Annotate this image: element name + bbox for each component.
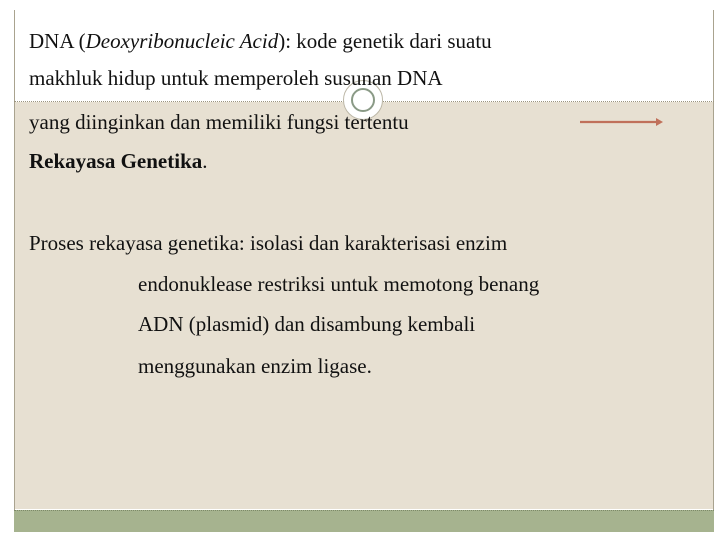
dna-full-name: Deoxyribonucleic Acid [85, 29, 279, 53]
paragraph1-line3: yang diinginkan dan memiliki fungsi tertentu [29, 110, 409, 134]
paragraph2-line3: ADN (plasmid) dan disambung kembali [138, 312, 476, 336]
paragraph1-line4 [29, 146, 208, 177]
rekayasa-genetika-term: Rekayasa Genetika [29, 149, 203, 173]
paragraph1-line2: makhluk hidup untuk memperoleh susunan DNA [29, 66, 443, 90]
footer-divider [14, 510, 714, 511]
dna-prefix: DNA ( [29, 29, 86, 53]
paragraph2-line4: menggunakan enzim ligase. [138, 354, 372, 378]
frame-left-line [14, 10, 15, 510]
dna-definition-start: ): kode genetik dari suatu [278, 29, 492, 53]
period: . [202, 149, 208, 173]
paragraph2-line2: endonuklease restriksi untuk memotong benang [138, 272, 540, 296]
paragraph2-line1: Proses rekayasa genetika: isolasi dan karakterisasi enzim [29, 231, 508, 255]
frame-right-line [713, 10, 714, 510]
paragraph1-line1 [29, 26, 492, 57]
right-arrow-icon [578, 115, 664, 129]
footer-band [14, 510, 714, 532]
